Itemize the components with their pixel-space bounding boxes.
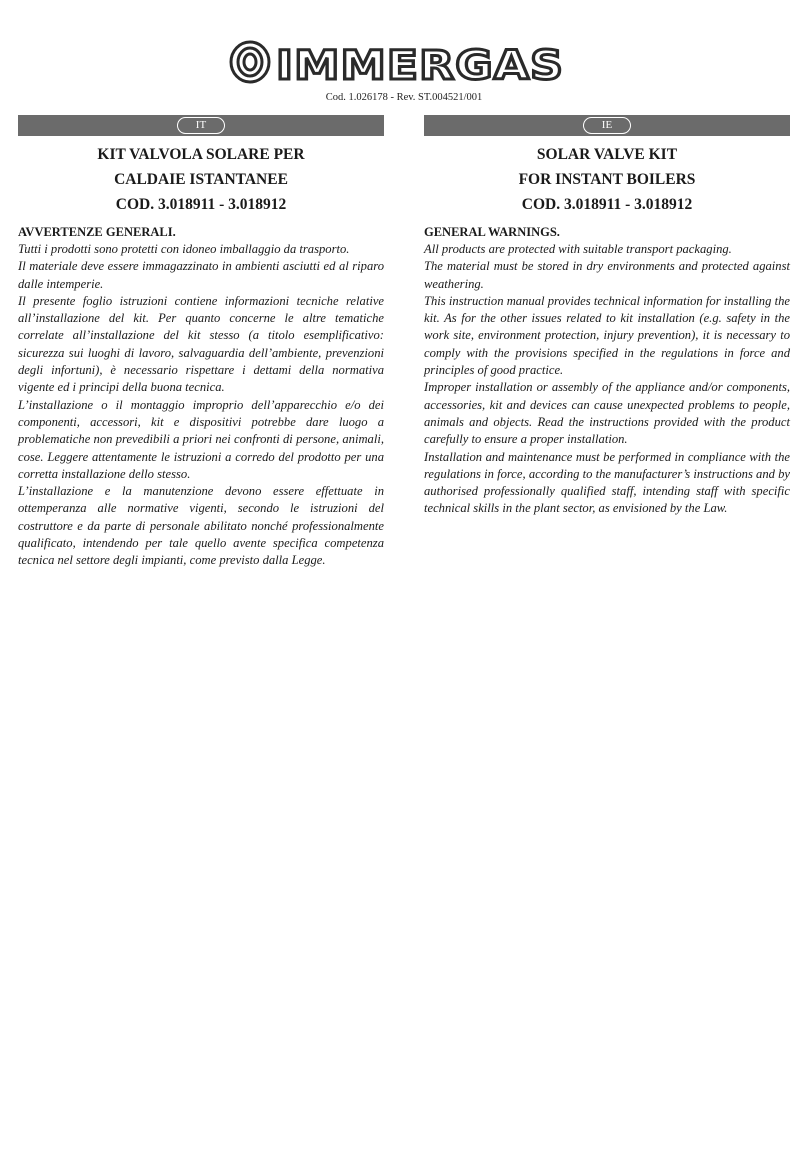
document-code: Cod. 1.026178 - Rev. ST.004521/001 [325, 92, 483, 103]
paragraph: Il presente foglio istruzioni contiene informazioni tecniche relative all’installazione del kit. Per quanto concerne le altre tematiche correlate all’installazione del kit stesso (a titolo esemplificativo: sicurezza sui luoghi di lavoro, salvaguardia dell’ambiente, prevenzioni degli infortuni), è necessario rispettare i dettami della normativa vigente ed i principi della buona tecnica. [18, 293, 384, 395]
immergas-logo [228, 38, 568, 86]
language-bar [424, 115, 790, 136]
column-english [424, 115, 790, 518]
paragraph: The material must be stored in dry environments and protected against weathering. [424, 259, 790, 291]
paragraph: Improper installation or assembly of the appliance and/or components, accessories, kit and devices can cause unexpected problems to people, animals and objects. Read the instructions provided with the product carefully to ensure a proper installation. [424, 380, 790, 447]
title-line: SOLAR VALVE KIT [536, 146, 678, 163]
column-italian [18, 115, 384, 570]
title-line: FOR INSTANT BOILERS [518, 171, 696, 188]
paragraph: All products are protected with suitable transport packaging. [424, 242, 732, 256]
paragraph: L’installazione o il montaggio improprio dell’apparecchio e/o dei componenti, accessori, kit e dispositivi potrebbe dare luogo a problematiche non prevedibili a priori nei confronti di persone, animali, cose. Leggere attentamente le istruzioni a corredo del prodotto per una corretta installazione dello stesso. [18, 397, 384, 481]
logo-mark [231, 42, 269, 82]
kit-title [18, 142, 384, 217]
warnings-text [18, 241, 384, 570]
section-heading: AVVERTENZE GENERALI. [18, 225, 176, 239]
title-line: COD. 3.018911 - 3.018912 [115, 196, 287, 213]
language-bar [18, 115, 384, 136]
paragraph: This instruction manual provides technical information for installing the kit. As for the other issues related to kit installation (e.g. safety in the work site, environment protection, injury prevention), it is necessary to comply with the provisions specified in the regulations in force and principles of good practice. [424, 293, 790, 378]
language-badge: IT [177, 117, 225, 134]
section-heading: GENERAL WARNINGS. [424, 225, 560, 239]
kit-title [424, 142, 790, 217]
paragraph: Installation and maintenance must be performed in compliance with the regulations in force, according to the manufacturer’s instructions and by authorised professionally qualified staff, intending staff with specific technical skills in the plant sector, as envisioned by the Law. [424, 449, 790, 516]
paragraph: L’installazione e la manutenzione devono essere effettuate in ottemperanza alle normative vigenti, secondo le istruzioni del costruttore e da parte di personale abilitato nonché professionalmente qualificato, intendendo per tale quello avente specifica competenza tecnica nel settore degli impianti, come previsto dalla Legge. [18, 484, 384, 568]
paragraph: Tutti i prodotti sono protetti con idoneo imballaggio da trasporto. [18, 242, 350, 256]
warnings-text [424, 241, 790, 518]
logo-wordmark: IMMERGAS [276, 43, 564, 86]
language-badge: IE [583, 117, 631, 134]
title-line: COD. 3.018911 - 3.018912 [521, 196, 693, 213]
title-line: CALDAIE ISTANTANEE [114, 171, 288, 188]
title-line: KIT VALVOLA SOLARE PER [97, 146, 305, 163]
paragraph: Il materiale deve essere immagazzinato in ambienti asciutti ed al riparo dalle intemperie. [18, 259, 384, 291]
